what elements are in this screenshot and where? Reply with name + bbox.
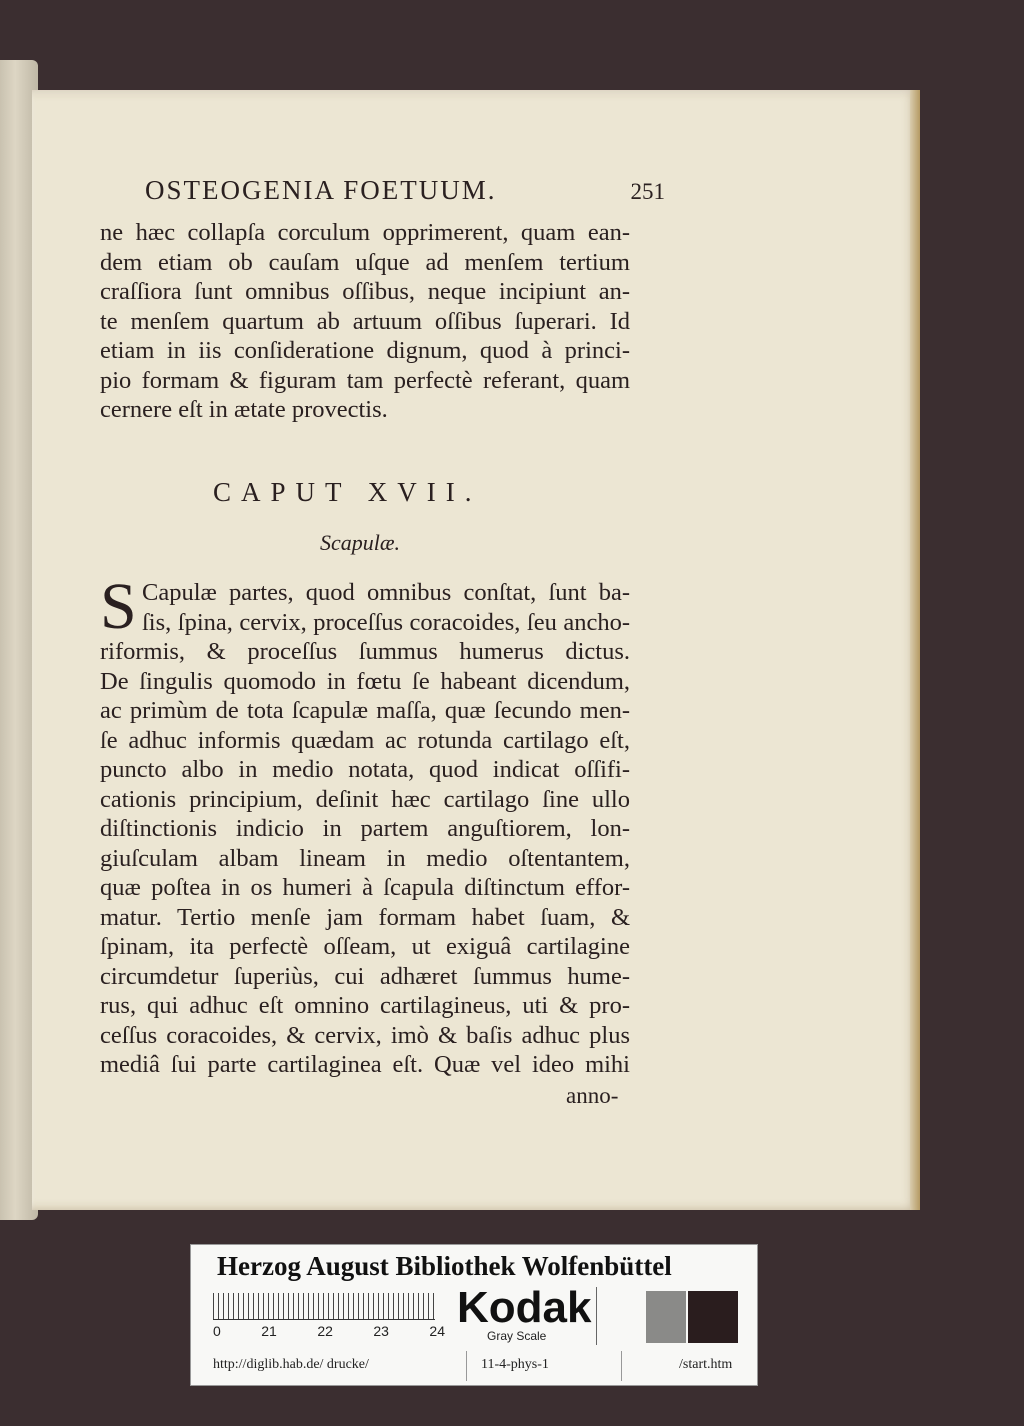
scale-ruler (213, 1293, 435, 1320)
chapter-heading: CAPUT XVII. (213, 477, 482, 507)
text-line: ne hæc collapſa corculum opprimerent, quam ean- (100, 219, 630, 246)
text-line: cernere eſt in ætate provectis. (100, 396, 388, 423)
text-line: matur. Tertio menſe jam formam habet ſuam, & (100, 903, 630, 931)
dark-swatch (688, 1291, 738, 1343)
gray-scale-label: Gray Scale (487, 1329, 547, 1343)
text-line: Capulæ partes, quod omnibus conſtat, ſunt ba- (142, 579, 630, 606)
footer-separator (621, 1351, 622, 1381)
text-line: riformis, & proceſſus ſummus humerus dictus. (100, 638, 630, 665)
text-line: De ſingulis quomodo in fœtu ſe habeant dicendum, (100, 667, 630, 695)
footer-separator (466, 1351, 467, 1381)
text-line: circumdetur ſuperiùs, cui adhæret ſummus hume- (100, 962, 630, 990)
ruler-number: 0 (213, 1323, 221, 1339)
url-suffix: /start.htm (679, 1357, 733, 1372)
text-line: puncto albo in medio notata, quod indicat oſſifi- (100, 756, 630, 783)
text-line: ſpinam, ita perfectè oſſeam, ut exiguâ cartilagine (100, 933, 630, 960)
archive-label (190, 1244, 758, 1386)
text-line: te menſem quartum ab artuum oſſibus ſuperari. Id (100, 307, 630, 335)
text-line: giuſculam albam lineam in medio oſtentantem, (100, 844, 630, 872)
text-line: mediâ ſui parte cartilaginea eſt. Quæ vel ideo mihi (100, 1051, 630, 1078)
ruler-numbers (213, 1323, 445, 1339)
text-line: craſſiora ſunt omnibus oſſibus, neque incipiunt an- (100, 278, 630, 305)
shelfmark: 11-4-phys-1 (481, 1357, 549, 1372)
page-number: 251 (630, 179, 665, 204)
ruler-number: 24 (429, 1323, 445, 1339)
chapter-subtitle: Scapulæ. (320, 530, 401, 555)
text-line: pio formam & figuram tam perfectè referant, quam (100, 366, 630, 394)
paragraph-2 (100, 570, 630, 1080)
kodak-logo: Kodak (457, 1283, 592, 1332)
text-line: ac primùm de tota ſcapulæ maſſa, quæ ſecundo men- (100, 697, 630, 724)
label-divider (596, 1287, 597, 1345)
ruler-number: 23 (373, 1323, 389, 1339)
text-line: rus, qui adhuc eſt omnino cartilagineus, uti & pro- (100, 992, 630, 1019)
ruler-number: 22 (317, 1323, 333, 1339)
running-header (145, 175, 665, 206)
text-line: ſis, ſpina, cervix, proceſſus coracoides, ſeu ancho- (142, 608, 630, 636)
text-line: cationis principium, deſinit hæc cartilago ſine ullo (100, 785, 630, 813)
text-line: etiam in iis conſideratione dignum, quod à princi- (100, 337, 630, 364)
gray-swatch (646, 1291, 686, 1343)
text-line: dem etiam ob cauſam uſque ad menſem tertium (100, 248, 630, 276)
text-line: quæ poſtea in os humeri à ſcapula diſtinctum effor- (100, 874, 630, 901)
url-prefix: http://diglib.hab.de/ drucke/ (213, 1357, 369, 1372)
text-line: diſtinctionis indicio in partem anguſtiorem, lon- (100, 815, 630, 842)
page-edge-shadow (910, 90, 920, 1210)
institution-name: Herzog August Bibliothek Wolfenbüttel (217, 1251, 672, 1281)
paragraph-1 (100, 218, 630, 425)
catchword: anno- (566, 1083, 619, 1108)
text-line: ceſſus coracoides, & cervix, imò & baſis adhuc plus (100, 1021, 630, 1049)
ruler-number: 21 (261, 1323, 277, 1339)
drop-cap: S (100, 570, 137, 643)
text-line: ſe adhuc informis quædam ac rotunda cartilago eſt, (100, 726, 630, 754)
running-title: OSTEOGENIA FOETUUM. (145, 175, 497, 205)
